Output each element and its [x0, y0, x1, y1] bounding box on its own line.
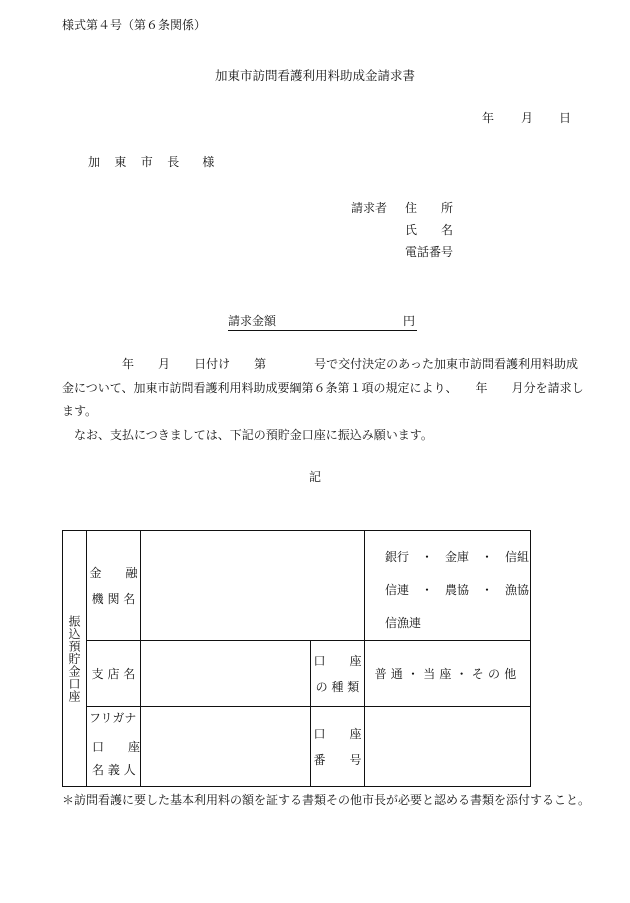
amount-label: 請求金額: [228, 314, 277, 328]
bank-account-table: [62, 530, 531, 787]
addressee: [88, 153, 216, 170]
account-holder-label: フリガナ 口 座 名 義 人: [87, 707, 141, 787]
institution-type-row[interactable]: 銀行 ・ 金庫 ・ 信組: [385, 550, 530, 564]
page-title: 加東市訪問看護利用料助成金請求書: [214, 68, 415, 83]
addressee-city: 加 東 市 長: [88, 155, 181, 169]
claimant-phone-label: 電話番号: [405, 245, 454, 259]
addressee-honorific: 様: [202, 155, 216, 169]
account-type-label: 口 座 の 種 類: [311, 641, 365, 707]
branch-name-field[interactable]: [141, 641, 311, 707]
form-number: 様式第４号（第６条関係）: [62, 18, 207, 32]
institution-label: 金 融 機 関 名: [87, 531, 141, 641]
body-dated: 日付け: [194, 357, 231, 371]
body-dai: 第: [254, 357, 267, 371]
institution-type-row[interactable]: 信漁連: [385, 616, 422, 630]
branch-label: 支 店 名: [87, 641, 141, 707]
body-month-1: 月: [158, 357, 171, 371]
body-paragraph-2: なお、支払につきましては、下記の預貯金口座に振込み願います。: [74, 427, 433, 442]
institution-type-options: [365, 531, 531, 641]
institution-type-row[interactable]: 信連 ・ 農協 ・ 漁協: [385, 583, 530, 597]
account-type-options[interactable]: 普通・当座・その他: [365, 641, 531, 707]
claimant-address-label: 住 所: [405, 201, 454, 215]
section-label-cell: [63, 531, 87, 787]
claimant-label: 請求者: [351, 201, 388, 215]
furigana-label: フリガナ: [89, 711, 137, 725]
account-number-field[interactable]: [365, 707, 531, 787]
attachment-note: ＊訪問看護に要した基本利用料の額を証する書類その他市長が必要と認める書類を添付すること。: [62, 793, 591, 807]
body-month-2: 月: [511, 380, 524, 395]
amount-yen: 円: [402, 314, 415, 328]
date-month: 月: [521, 111, 534, 125]
body-paragraph-1-text: 号で交付決定のあった加東市訪問看護利用料助成金について、加東市訪問看護利用料助成要綱第６条第１項の規定により、: [62, 357, 579, 395]
body-year-1: 年: [122, 357, 135, 371]
body-paragraph-1-end: 分を請求します。: [62, 380, 584, 418]
account-number-label: 口 座 番 号: [311, 707, 365, 787]
date-day: 日: [559, 111, 572, 125]
body-paragraph-1: [62, 353, 588, 424]
date-year: 年: [482, 111, 495, 125]
account-holder-field[interactable]: [141, 707, 311, 787]
ki-heading: 記: [308, 470, 321, 484]
claimant-name-label: 氏 名: [405, 223, 454, 237]
request-body: [62, 353, 588, 447]
amount-field: [228, 312, 417, 331]
body-year-2: 年: [475, 380, 488, 395]
institution-name-field[interactable]: [141, 531, 365, 641]
section-label: 振込預貯金口座: [67, 614, 81, 703]
